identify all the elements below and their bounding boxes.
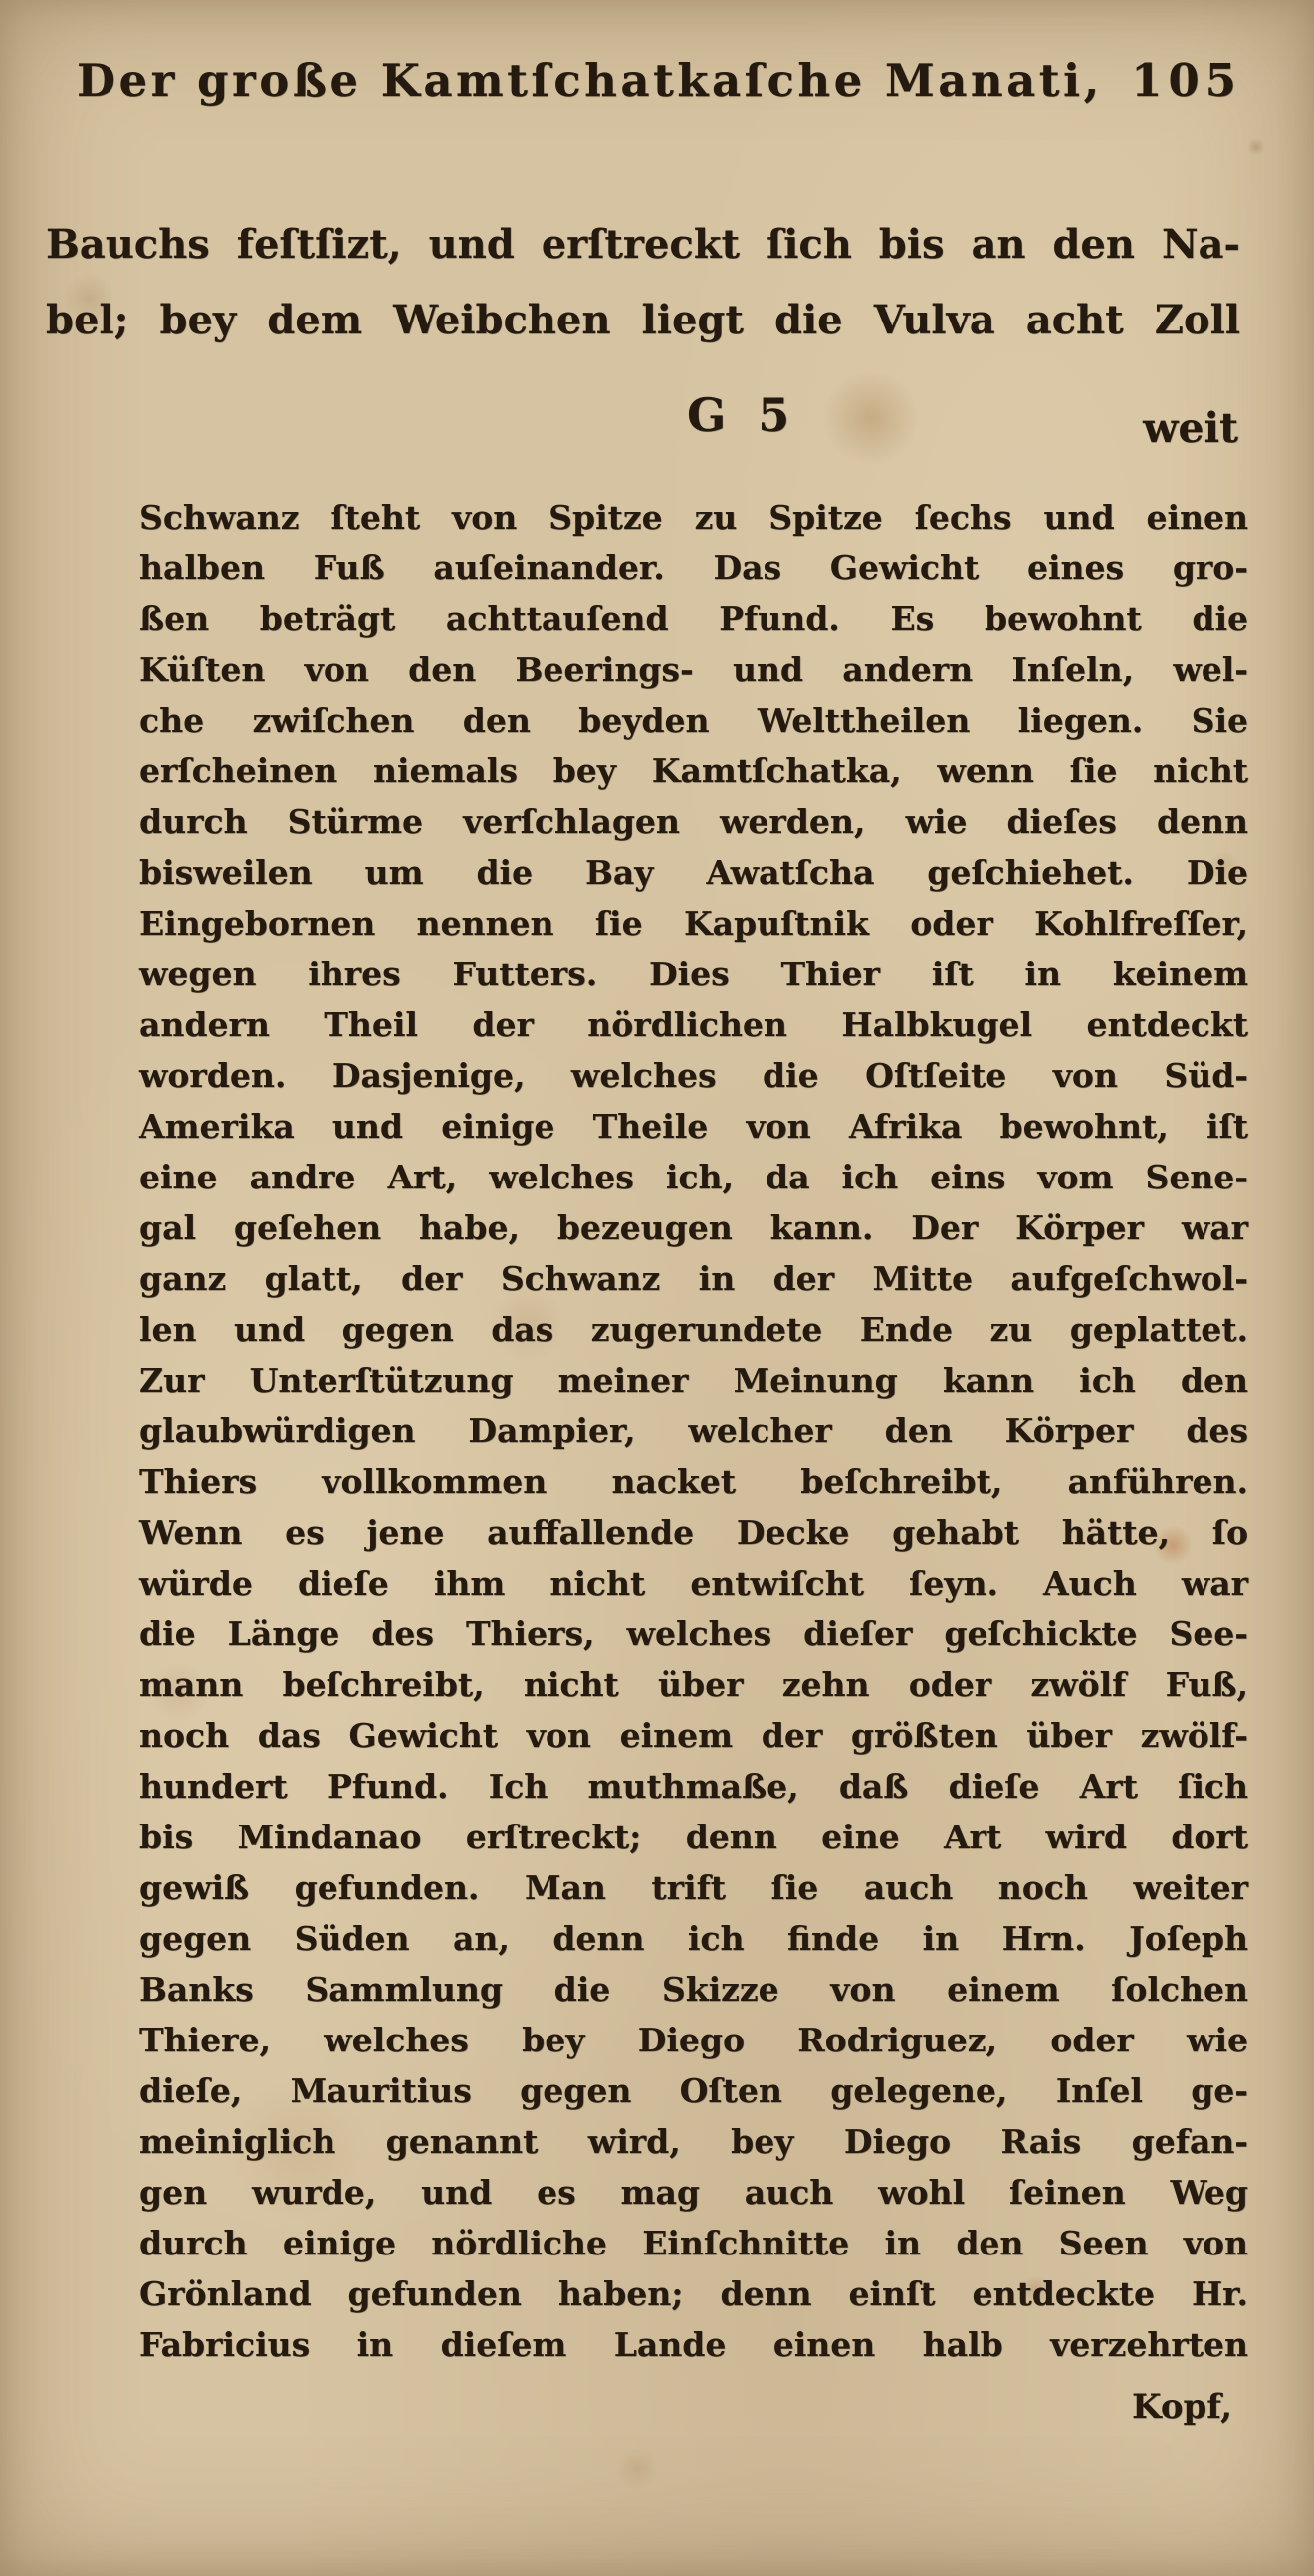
- text-line: gewiß gefunden. Man trift ſie auch noch weiter: [139, 1868, 1248, 1907]
- text-line: glaubwürdigen Dampier, welcher den Körper des: [139, 1411, 1248, 1450]
- text-line: gegen Süden an, denn ich finde in Hrn. Joſeph: [139, 1919, 1248, 1958]
- catchword-kopf: Kopf,: [1132, 2387, 1232, 2427]
- text-line: Thiere, welches bey Diego Rodriguez, oder wie: [139, 2021, 1248, 2059]
- text-line: durch einige nördliche Einſchnitte in den Seen von: [139, 2224, 1248, 2262]
- text-line: halben Fuß auſeinander. Das Gewicht eines gro-: [139, 548, 1248, 587]
- text-line: durch Stürme verſchlagen werden, wie dieſes denn: [139, 802, 1248, 841]
- signature-mark: G 5: [687, 388, 798, 442]
- text-line: noch das Gewicht von einem der größten über zwölf-: [139, 1716, 1248, 1755]
- text-line: erſcheinen niemals bey Kamtſchatka, wenn ſie nicht: [139, 751, 1248, 790]
- text-line: die Länge des Thiers, welches dieſer geſchickte See-: [139, 1614, 1248, 1653]
- text-line: dieſe, Mauritius gegen Oſten gelegene, Inſel ge-: [139, 2071, 1248, 2110]
- catchword-weit: weit: [1143, 404, 1238, 452]
- text-line: Amerika und einige Theile von Afrika bewohnt, iſt: [139, 1107, 1248, 1146]
- petit-text-block: [139, 492, 1248, 2370]
- text-line: worden. Dasjenige, welches die Oſtſeite von Süd-: [139, 1056, 1248, 1095]
- text-line: meiniglich genannt wird, bey Diego Rais gefan-: [139, 2122, 1248, 2161]
- text-line: Thiers vollkommen nacket beſchreibt, anführen.: [139, 1462, 1248, 1501]
- text-line: Küſten von den Beerings- und andern Inſeln, wel-: [139, 650, 1248, 689]
- text-line: Grönland gefunden haben; denn einſt entdeckte Hr.: [139, 2274, 1248, 2313]
- text-line: Wenn es jene auffallende Decke gehabt hätte, ſo: [139, 1513, 1248, 1552]
- text-line: bel; bey dem Weibchen liegt die Vulva acht Zoll: [46, 297, 1240, 343]
- text-line: che zwiſchen den beyden Welttheilen liegen. Sie: [139, 701, 1248, 740]
- text-line: mann beſchreibt, nicht über zehn oder zwölf Fuß,: [139, 1665, 1248, 1704]
- page-number: 105: [1131, 54, 1242, 107]
- text-line: ganz glatt, der Schwanz in der Mitte aufgeſchwol-: [139, 1259, 1248, 1298]
- text-line: wegen ihres Futters. Dies Thier iſt in keinem: [139, 955, 1248, 993]
- text-line: ßen beträgt achttauſend Pfund. Es bewohnt die: [139, 599, 1248, 638]
- text-line: gal geſehen habe, bezeugen kann. Der Körper war: [139, 1208, 1248, 1247]
- text-line: Eingebornen nennen ſie Kapuſtnik oder Kohlfreſſer,: [139, 904, 1248, 943]
- text-line: andern Theil der nördlichen Halbkugel entdeckt: [139, 1005, 1248, 1044]
- text-line: Schwanz ſteht von Spitze zu Spitze ſechs und einen: [139, 498, 1248, 537]
- text-line: Zur Unterſtützung meiner Meinung kann ich den: [139, 1361, 1248, 1399]
- text-line: Banks Sammlung die Skizze von einem ſolchen: [139, 1970, 1248, 2009]
- text-line: Fabricius in dieſem Lande einen halb verzehrten: [139, 2325, 1248, 2364]
- text-line: eine andre Art, welches ich, da ich eins vom Sene-: [139, 1158, 1248, 1196]
- text-line: len und gegen das zugerundete Ende zu geplattet.: [139, 1310, 1248, 1349]
- running-title: Der große Kamtſchatkaſche Manati,: [77, 54, 1103, 107]
- text-line: würde dieſe ihm nicht entwiſcht ſeyn. Auch war: [139, 1564, 1248, 1603]
- text-line: Bauchs feſtſizt, und erſtreckt ſich bis an den Na-: [46, 221, 1240, 268]
- text-line: hundert Pfund. Ich muthmaße, daß dieſe Art ſich: [139, 1767, 1248, 1806]
- text-line: bis Mindanao erſtreckt; denn eine Art wird dort: [139, 1818, 1248, 1856]
- page-header: [77, 54, 1242, 107]
- text-line: bisweilen um die Bay Awatſcha geſchiehet. Die: [139, 853, 1248, 892]
- body-text-continuation: [46, 207, 1240, 358]
- text-line: gen wurde, und es mag auch wohl ſeinen Weg: [139, 2173, 1248, 2212]
